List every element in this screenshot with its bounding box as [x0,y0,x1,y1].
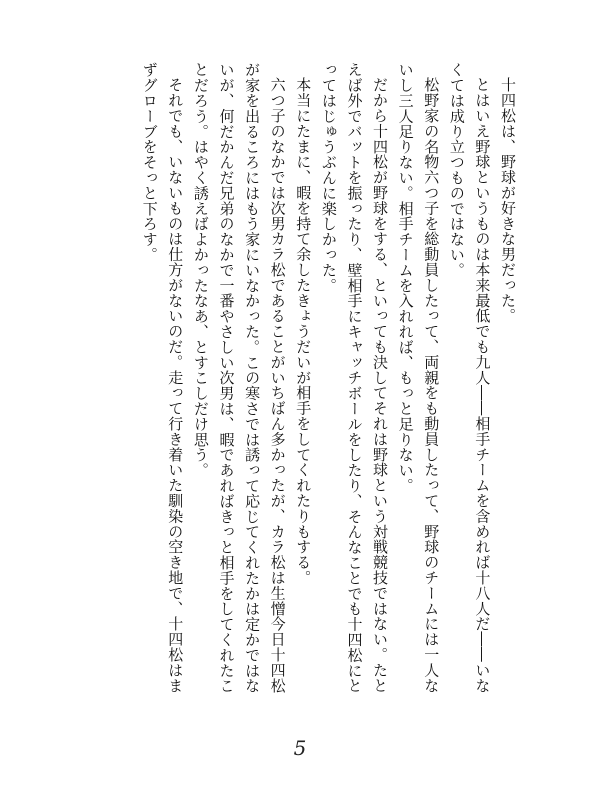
paragraph: 本当にたまに、暇を持て余したきょうだいが相手をしてくれたりもする。 [294,77,313,586]
body-text [50,62,520,702]
paragraph: 六つ子のなかでは次男カラ松であることがいちばん多かったが、カラ松は生憎今日十四松が家を出るころにはもう家にいなかった。この寒さでは誘って応じてくれたかは定かではないが、何だかんだ兄弟のなかで一番やさしい次男は、暇であればきっと相手をしてくれたことだろう。はやく誘えばよかったなあ、とすこしだけ思う。 [191,62,287,694]
paragraph: 十四松は、野球が好きな男だった。 [499,77,517,324]
paragraph: とはいえ野球というものは本来最低でも九人――相手チームを含めれば十八人だ――いなくては成り立つものではない。 [447,62,492,693]
paragraph: だから十四松が野球をする、といっても決してそれは野球という対戦競技ではない。たとえば外でバットを振ったり、壁相手にキャッチボールをしたり、そんなことでも十四松にとってはじゅうぶんに楽しかった。 [319,62,390,694]
page-number: 5 [293,736,307,760]
paragraph: 松野家の名物六つ子を総動員したって、両親をも動員したって、野球のチームには一人ないし三人足りない。相手チームを入れれば、もっと足りない。 [396,62,441,693]
paragraph: それでも、いないものは仕方がないのだ。走って行き着いた馴染の空き地で、十四松はまずグローブをそっと下ろす。 [140,62,185,693]
